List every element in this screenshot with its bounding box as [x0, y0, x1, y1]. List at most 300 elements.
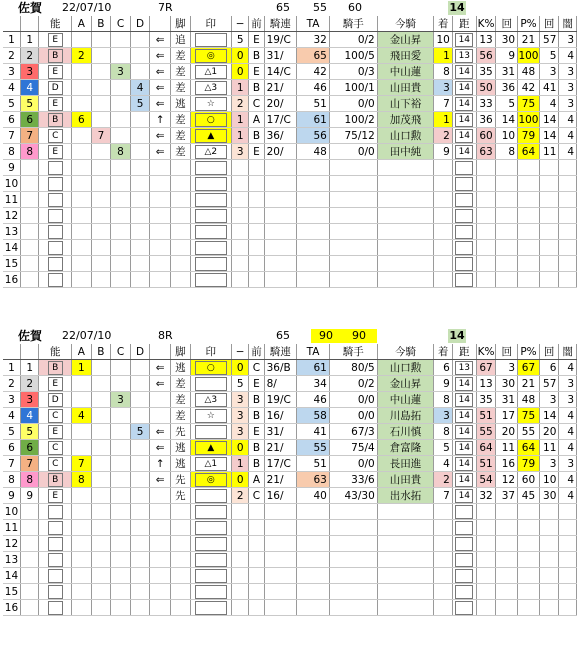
ability-grade [39, 32, 72, 48]
table-row[interactable] [3, 472, 577, 488]
dark-value [559, 272, 577, 288]
distance-value-text: 14 [455, 65, 473, 79]
distance-value [452, 96, 476, 112]
col-b-text: 7 [97, 129, 105, 142]
running-style [171, 112, 191, 128]
row-number-text: 6 [8, 113, 15, 126]
direction-arrow [150, 536, 171, 552]
count-1 [496, 96, 518, 112]
jockey-record [329, 552, 377, 568]
row-number [3, 440, 20, 456]
distance-value [452, 584, 476, 600]
finish-position [434, 48, 453, 64]
row-number-text: 12 [4, 537, 19, 550]
ta-score [297, 224, 330, 240]
jockey-combo [264, 360, 297, 376]
prediction-mark [190, 600, 231, 616]
k-percent [476, 504, 496, 520]
ability-grade [39, 536, 72, 552]
row-number-text: 4 [8, 81, 15, 94]
minus-value [231, 80, 248, 96]
prediction-mark [190, 376, 231, 392]
gate-number-text: 1 [26, 361, 33, 374]
col-c [111, 600, 131, 616]
jockey-record [329, 488, 377, 504]
ta-score [297, 600, 330, 616]
ability-grade [39, 64, 72, 80]
minus-value-text: 1 [236, 81, 244, 94]
prediction-mark [190, 176, 231, 192]
prediction-mark-text: ☆ [195, 97, 227, 111]
empty-box [195, 225, 227, 239]
distance-count: 14 [449, 329, 465, 342]
current-jockey [377, 144, 434, 160]
jockey-combo [264, 520, 297, 536]
dark-value [559, 48, 577, 64]
direction-arrow-text: ⇐ [155, 473, 165, 486]
ability-grade-text: E [48, 33, 63, 47]
count-2 [539, 240, 559, 256]
previous-grade [249, 208, 264, 224]
row-number [3, 64, 20, 80]
ta-score [297, 440, 330, 456]
running-style [171, 128, 191, 144]
col-c [111, 472, 131, 488]
col-c [111, 424, 131, 440]
table-row-empty [3, 272, 577, 288]
row-number-text: 7 [8, 457, 15, 470]
empty-box [48, 177, 63, 191]
table-row[interactable] [3, 32, 577, 48]
p-percent [518, 488, 540, 504]
previous-grade-text: B [252, 457, 261, 470]
row-number-text: 16 [4, 273, 19, 286]
col-d [130, 272, 150, 288]
distance-value [452, 128, 476, 144]
previous-grade [249, 96, 264, 112]
col-d [130, 360, 150, 376]
jockey-combo [264, 488, 297, 504]
current-jockey-text: 山口勲 [389, 129, 422, 142]
ta-score-text: 51 [313, 457, 327, 470]
empty-box [455, 161, 473, 175]
table-row[interactable] [3, 456, 577, 472]
count-1 [496, 224, 518, 240]
count-2 [539, 568, 559, 584]
current-jockey [377, 408, 434, 424]
jockey-record-text: 100/1 [344, 81, 375, 94]
running-style-text: 差 [175, 393, 186, 406]
distance-value [452, 160, 476, 176]
ta-score [297, 272, 330, 288]
running-style-text: 逃 [175, 361, 186, 374]
previous-grade [249, 392, 264, 408]
count-2 [539, 520, 559, 536]
dark-value-text: 3 [567, 457, 574, 470]
gate-number [20, 224, 39, 240]
gate-number [20, 520, 39, 536]
p-percent-text: 75 [521, 409, 536, 422]
jockey-record [329, 456, 377, 472]
col-a [72, 192, 92, 208]
ta-score [297, 408, 330, 424]
k-percent-text: 35 [479, 393, 493, 406]
count-2-text: 4 [549, 97, 557, 110]
ta-score-text: 34 [313, 377, 327, 390]
empty-box [195, 537, 227, 551]
table-row[interactable] [3, 360, 577, 376]
finish-position [434, 504, 453, 520]
prediction-mark-text: ◎ [195, 473, 227, 487]
col-c [111, 568, 131, 584]
finish-position [434, 472, 453, 488]
jockey-record [329, 272, 377, 288]
table-row-empty [3, 568, 577, 584]
column-header: 脚 [171, 16, 191, 32]
row-number [3, 520, 20, 536]
col-a [72, 552, 92, 568]
previous-grade [249, 408, 264, 424]
p-percent [518, 144, 540, 160]
finish-position [434, 552, 453, 568]
distance-value [452, 536, 476, 552]
count-2 [539, 456, 559, 472]
jockey-combo [264, 584, 297, 600]
k-percent [476, 240, 496, 256]
previous-grade-text: E [253, 145, 260, 158]
column-header: 能 [39, 344, 72, 360]
col-c [111, 536, 131, 552]
empty-box [195, 209, 227, 223]
column-header: 前 [249, 16, 264, 32]
col-d-text: 5 [136, 97, 144, 110]
col-d [130, 32, 150, 48]
p-percent-text: 60 [521, 473, 536, 486]
count-1 [496, 424, 518, 440]
col-d [130, 504, 150, 520]
previous-grade [249, 520, 264, 536]
jockey-combo-text: 36/ [266, 129, 284, 142]
gate-number-text: 2 [26, 377, 33, 390]
ability-grade [39, 128, 72, 144]
minus-value [231, 360, 248, 376]
row-number-text: 6 [8, 441, 15, 454]
previous-grade [249, 192, 264, 208]
running-style [171, 408, 191, 424]
minus-value-text: 3 [236, 145, 244, 158]
finish-position-text: 7 [443, 489, 450, 502]
minus-value [231, 504, 248, 520]
jockey-record-text: 0/0 [357, 409, 375, 422]
count-1-text: 30 [501, 33, 516, 46]
jockey-record-text: 100/2 [344, 113, 375, 126]
ability-grade [39, 208, 72, 224]
table-row-empty [3, 552, 577, 568]
finish-position-text: 1 [443, 49, 450, 62]
table-row[interactable] [3, 112, 577, 128]
count-1 [496, 376, 518, 392]
finish-position-text: 9 [443, 377, 450, 390]
dark-value [559, 96, 577, 112]
current-jockey-text: 田中純 [389, 145, 422, 158]
jockey-combo-text: 31/ [266, 425, 284, 438]
gate-number-text: 9 [26, 489, 33, 502]
current-jockey-text: 山田貴 [389, 473, 422, 486]
col-b [91, 408, 111, 424]
ability-grade-text: C [48, 129, 63, 143]
count-2-text: 41 [543, 81, 557, 94]
count-2-text: 20 [543, 425, 557, 438]
gate-number-text: 7 [26, 129, 33, 142]
minus-value [231, 600, 248, 616]
direction-arrow-text: ⇐ [155, 129, 165, 142]
table-row-empty [3, 192, 577, 208]
col-b [91, 224, 111, 240]
jockey-record-text: 0/3 [357, 65, 375, 78]
count-2 [539, 440, 559, 456]
jockey-record [329, 240, 377, 256]
ability-grade-text: B [48, 49, 63, 63]
distance-value [452, 376, 476, 392]
finish-position-text: 9 [443, 145, 450, 158]
dark-value [559, 552, 577, 568]
jockey-combo [264, 32, 297, 48]
dark-value [559, 176, 577, 192]
prediction-mark [190, 360, 231, 376]
empty-box [455, 225, 473, 239]
ability-grade [39, 552, 72, 568]
count-2 [539, 408, 559, 424]
p-percent [518, 392, 540, 408]
distance-value [452, 144, 476, 160]
gate-number [20, 96, 39, 112]
row-number [3, 272, 20, 288]
column-header: 着 [434, 344, 453, 360]
dark-value [559, 144, 577, 160]
p-percent [518, 600, 540, 616]
column-header: P% [518, 344, 540, 360]
jockey-combo [264, 112, 297, 128]
k-percent [476, 64, 496, 80]
count-2-text: 14 [543, 409, 557, 422]
gate-number [20, 536, 39, 552]
previous-grade [249, 112, 264, 128]
jockey-record [329, 224, 377, 240]
row-number [3, 504, 20, 520]
ta-score [297, 176, 330, 192]
dark-value-text: 3 [567, 81, 574, 94]
k-percent-text: 63 [479, 145, 493, 158]
finish-position [434, 64, 453, 80]
ability-grade-text: C [48, 441, 63, 455]
table-row[interactable] [3, 440, 577, 456]
current-jockey [377, 192, 434, 208]
table-row[interactable] [3, 144, 577, 160]
running-style [171, 392, 191, 408]
previous-grade [249, 552, 264, 568]
col-a [72, 112, 92, 128]
table-row[interactable] [3, 48, 577, 64]
p-percent [518, 96, 540, 112]
minus-value [231, 160, 248, 176]
ta-score [297, 376, 330, 392]
ability-grade-text: E [48, 65, 63, 79]
prediction-mark-text [195, 425, 227, 439]
dark-value-text: 3 [567, 33, 574, 46]
col-c [111, 32, 131, 48]
column-header [20, 16, 39, 32]
table-row[interactable] [3, 392, 577, 408]
prediction-mark-text: △1 [195, 65, 227, 79]
empty-box [48, 601, 63, 615]
ability-grade [39, 520, 72, 536]
col-b [91, 64, 111, 80]
finish-position-text: 8 [443, 425, 450, 438]
column-header: C [111, 344, 131, 360]
k-percent [476, 160, 496, 176]
jockey-combo [264, 272, 297, 288]
previous-grade [249, 360, 264, 376]
dark-value [559, 360, 577, 376]
col-b [91, 256, 111, 272]
gate-number-text: 5 [26, 97, 33, 110]
k-percent [476, 376, 496, 392]
gate-number [20, 488, 39, 504]
running-style-text: 差 [175, 129, 186, 142]
gate-number-text: 1 [26, 33, 33, 46]
empty-box [48, 241, 63, 255]
p-percent-text: 100 [518, 49, 539, 62]
table-row[interactable] [3, 376, 577, 392]
empty-box [48, 521, 63, 535]
dark-value [559, 408, 577, 424]
distance-value [452, 392, 476, 408]
previous-grade [249, 472, 264, 488]
direction-arrow [150, 32, 171, 48]
dark-value [559, 520, 577, 536]
k-percent [476, 520, 496, 536]
table-row[interactable] [3, 424, 577, 440]
gate-number [20, 456, 39, 472]
row-number-text: 8 [8, 473, 15, 486]
col-c-text: 3 [117, 393, 124, 406]
p-percent [518, 472, 540, 488]
empty-box [195, 273, 227, 287]
count-2-text: 11 [543, 145, 557, 158]
col-a-text: 4 [77, 409, 85, 422]
minus-value [231, 240, 248, 256]
col-d-text: 4 [136, 81, 144, 94]
col-b [91, 32, 111, 48]
k-percent [476, 408, 496, 424]
empty-box [195, 553, 227, 567]
row-number [3, 456, 20, 472]
k-percent-text: 51 [479, 409, 493, 422]
k-percent [476, 584, 496, 600]
current-jockey [377, 48, 434, 64]
previous-grade [249, 224, 264, 240]
k-percent [476, 472, 496, 488]
running-style [171, 472, 191, 488]
col-b [91, 456, 111, 472]
table-row[interactable] [3, 488, 577, 504]
finish-position-text: 2 [443, 473, 450, 486]
ability-grade-text: D [48, 393, 63, 407]
previous-grade [249, 240, 264, 256]
k-percent [476, 48, 496, 64]
count-2-text: 14 [543, 129, 557, 142]
col-a [72, 392, 92, 408]
k-percent-text: 50 [479, 81, 493, 94]
col-d [130, 112, 150, 128]
count-1-text: 31 [501, 65, 516, 78]
table-row[interactable] [3, 96, 577, 112]
ta-score [297, 568, 330, 584]
distance-value [452, 520, 476, 536]
p-percent-text: 79 [521, 129, 536, 142]
col-d [130, 472, 150, 488]
ta-score [297, 456, 330, 472]
ta-score [297, 80, 330, 96]
k-percent [476, 208, 496, 224]
col-d [130, 256, 150, 272]
minus-value [231, 376, 248, 392]
gate-number [20, 600, 39, 616]
k-percent-text: 33 [479, 97, 493, 110]
row-number [3, 536, 20, 552]
direction-arrow-text: ⇐ [155, 49, 165, 62]
finish-position-text: 3 [443, 409, 450, 422]
column-header: − [231, 16, 248, 32]
running-style [171, 240, 191, 256]
minus-value-text: 3 [236, 425, 244, 438]
table-row[interactable] [3, 80, 577, 96]
current-jockey [377, 32, 434, 48]
row-number [3, 128, 20, 144]
previous-grade [249, 424, 264, 440]
column-header: 回 [496, 16, 518, 32]
empty-box [48, 225, 63, 239]
direction-arrow [150, 520, 171, 536]
prediction-mark-text: ○ [195, 113, 227, 127]
ability-grade [39, 504, 72, 520]
table-row[interactable] [3, 64, 577, 80]
table-row[interactable] [3, 408, 577, 424]
table-row[interactable] [3, 128, 577, 144]
col-a-text: 1 [77, 361, 85, 374]
prediction-mark-text: ○ [195, 361, 227, 375]
direction-arrow-text: ⇐ [155, 33, 165, 46]
column-header: 騎連 [264, 16, 297, 32]
running-style-text: 先 [175, 473, 186, 486]
running-style [171, 160, 191, 176]
count-1 [496, 520, 518, 536]
col-b [91, 488, 111, 504]
column-header: 騎手 [329, 16, 377, 32]
gate-number [20, 376, 39, 392]
current-jockey [377, 456, 434, 472]
count-1 [496, 392, 518, 408]
ability-grade-text: C [48, 457, 63, 471]
count-2 [539, 488, 559, 504]
distance-value [452, 48, 476, 64]
col-a [72, 240, 92, 256]
ta-score-text: 32 [313, 33, 327, 46]
current-jockey [377, 440, 434, 456]
current-jockey [377, 376, 434, 392]
dark-value [559, 392, 577, 408]
header-value-a: 65 [276, 1, 290, 14]
